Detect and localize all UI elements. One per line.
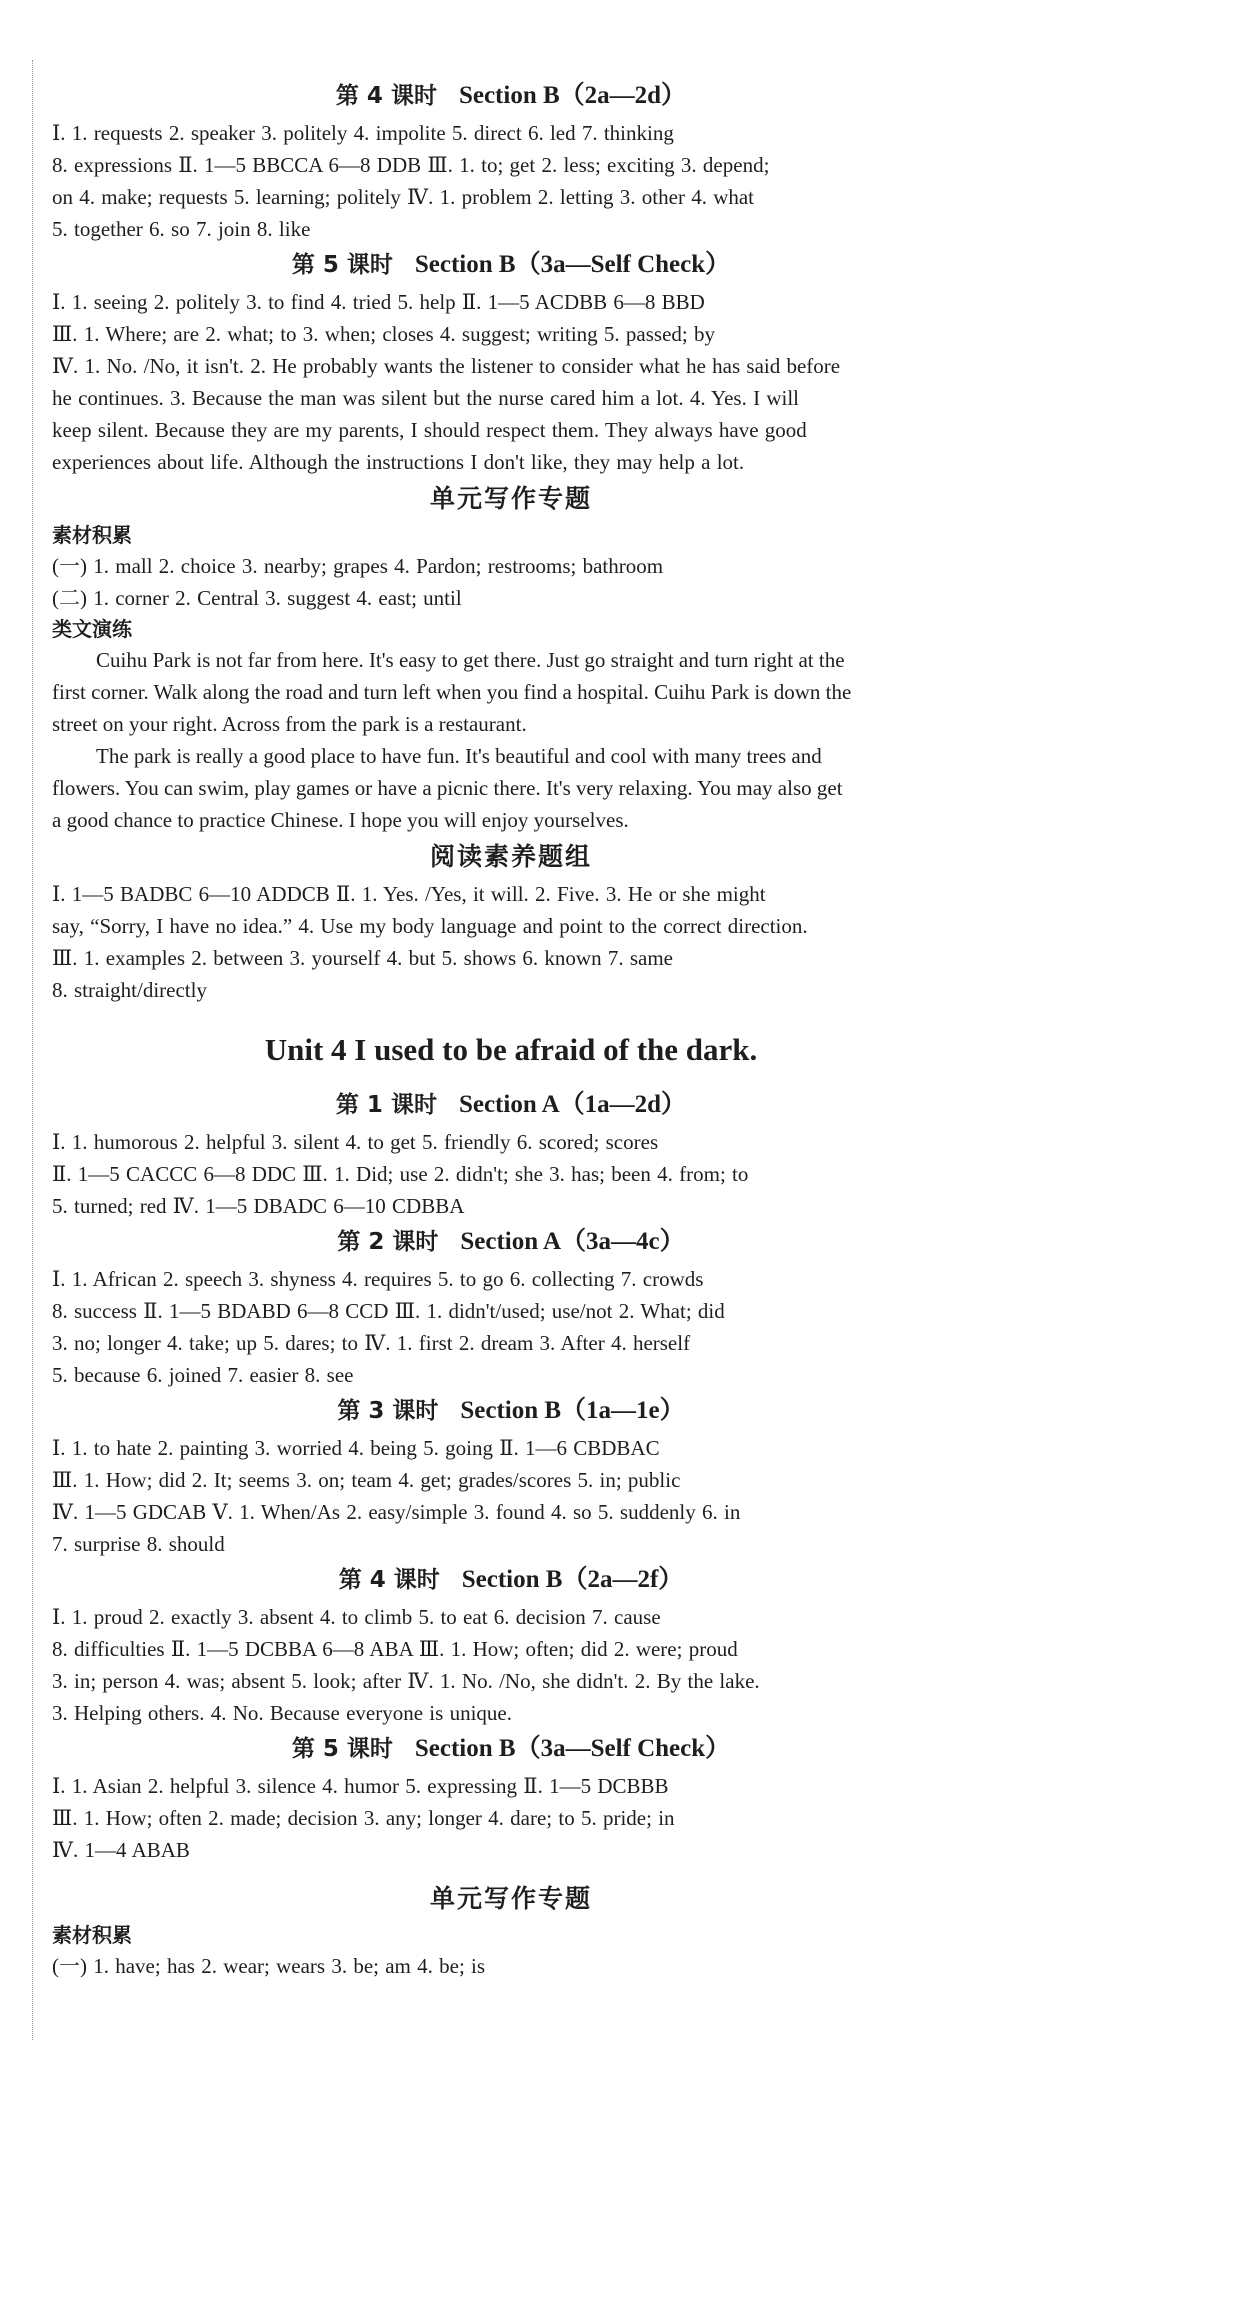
writing-topic-heading: 单元写作专题 — [429, 484, 592, 513]
answer-line: 5. turned; red Ⅳ. 1—5 DBADC 6—10 CDBBA — [52, 1194, 465, 1218]
answer-line: Ⅳ. 1—4 ABAB — [52, 1838, 190, 1862]
lesson-number: 第 5 课时 — [291, 252, 393, 278]
answer-line: he continues. 3. Because the man was silent but the nurse cared him a lot. 4. Yes. I will — [52, 386, 800, 410]
answer-line: Ⅳ. 1. No. /No, it isn't. 2. He probably wants the listener to consider what he has said before — [52, 354, 841, 378]
section-title: Section B（3a—Self Check） — [414, 251, 731, 278]
answer-line: (一) 1. mall 2. choice 3. nearby; grapes 4. Pardon; restrooms; bathroom — [52, 554, 664, 578]
answer-line: on 4. make; requests 5. learning; politely Ⅳ. 1. problem 2. letting 3. other 4. what — [52, 185, 755, 209]
binding-margin-line — [32, 60, 33, 2040]
page-content — [52, 76, 970, 1982]
lesson-number: 第 5 课时 — [291, 1736, 393, 1762]
section-heading — [52, 1223, 970, 1261]
answer-line: keep silent. Because they are my parents, I should respect them. They always have good — [52, 418, 807, 442]
answer-line: Ⅱ. 1—5 CACCC 6—8 DDC Ⅲ. 1. Did; use 2. didn't; she 3. has; been 4. from; to — [52, 1162, 749, 1186]
section-title: Section A（3a—4c） — [460, 1228, 685, 1255]
essay-paragraph-line: first corner. Walk along the road and turn left when you find a hospital. Cuihu Park is down the — [52, 680, 852, 704]
answer-line: 8. difficulties Ⅱ. 1—5 DCBBA 6—8 ABA Ⅲ. 1. How; often; did 2. were; proud — [52, 1637, 738, 1661]
answer-line: Ⅲ. 1. How; did 2. It; seems 3. on; team 4. get; grades/scores 5. in; public — [52, 1468, 681, 1492]
answer-line: Ⅰ. 1. humorous 2. helpful 3. silent 4. to get 5. friendly 6. scored; scores — [52, 1130, 659, 1154]
answer-line: 8. straight/directly — [52, 978, 207, 1002]
answer-line: 3. Helping others. 4. No. Because everyone is unique. — [52, 1701, 512, 1725]
essay-paragraph-line: a good chance to practice Chinese. I hope you will enjoy yourselves. — [52, 808, 629, 832]
answer-line: Ⅳ. 1—5 GDCAB Ⅴ. 1. When/As 2. easy/simple 3. found 4. so 5. suddenly 6. in — [52, 1500, 741, 1524]
material-label: 素材积累 — [52, 1923, 132, 1947]
writing-topic-heading: 单元写作专题 — [429, 1884, 592, 1913]
answer-line: Ⅰ. 1. Asian 2. helpful 3. silence 4. humor 5. expressing Ⅱ. 1—5 DCBBB — [52, 1774, 669, 1798]
answer-line: 8. expressions Ⅱ. 1—5 BBCCA 6—8 DDB Ⅲ. 1. to; get 2. less; exciting 3. depend; — [52, 153, 770, 177]
essay-paragraph-line: Cuihu Park is not far from here. It's easy to get there. Just go straight and turn right at the — [96, 648, 845, 672]
essay-paragraph-line: flowers. You can swim, play games or have a picnic there. It's very relaxing. You may also get — [52, 776, 843, 800]
practice-label: 类文演练 — [52, 617, 132, 641]
answer-line: say, “Sorry, I have no idea.” 4. Use my body language and point to the correct direction. — [52, 914, 808, 938]
answer-line: Ⅰ. 1. requests 2. speaker 3. politely 4. impolite 5. direct 6. led 7. thinking — [52, 121, 674, 145]
answer-line: Ⅲ. 1. Where; are 2. what; to 3. when; closes 4. suggest; writing 5. passed; by — [52, 322, 715, 346]
answer-line: 8. success Ⅱ. 1—5 BDABD 6—8 CCD Ⅲ. 1. didn't/used; use/not 2. What; did — [52, 1299, 725, 1323]
section-title: Section B（3a—Self Check） — [414, 1735, 731, 1762]
essay-paragraph-line: The park is really a good place to have fun. It's beautiful and cool with many trees and — [96, 744, 822, 768]
unit-title: Unit 4 I used to be afraid of the dark. — [264, 1032, 758, 1067]
lesson-number: 第 2 课时 — [337, 1229, 439, 1255]
section-heading — [52, 1561, 970, 1599]
material-label: 素材积累 — [52, 523, 132, 547]
essay-paragraph-line: street on your right. Across from the park is a restaurant. — [52, 712, 527, 736]
answer-line: (一) 1. have; has 2. wear; wears 3. be; am 4. be; is — [52, 1954, 486, 1978]
lesson-number: 第 3 课时 — [337, 1398, 439, 1424]
lesson-number: 第 4 课时 — [335, 83, 437, 109]
section-heading — [52, 1730, 970, 1768]
answer-line: Ⅰ. 1. proud 2. exactly 3. absent 4. to climb 5. to eat 6. decision 7. cause — [52, 1605, 661, 1629]
section-heading — [52, 77, 970, 115]
section-heading — [52, 246, 970, 284]
answer-line: experiences about life. Although the instructions I don't like, they may help a lot. — [52, 450, 745, 474]
section-title: Section A（1a—2d） — [458, 1091, 687, 1118]
lesson-number: 第 4 课时 — [338, 1567, 440, 1593]
section-title: Section B（2a—2d） — [458, 82, 687, 109]
answer-line: Ⅰ. 1. to hate 2. painting 3. worried 4. being 5. going Ⅱ. 1—6 CBDBAC — [52, 1436, 660, 1460]
answer-line: 5. because 6. joined 7. easier 8. see — [52, 1363, 354, 1387]
section-title: Section B（2a—2f） — [461, 1566, 684, 1593]
answer-line: Ⅰ. 1. African 2. speech 3. shyness 4. requires 5. to go 6. collecting 7. crowds — [52, 1267, 704, 1291]
reading-group-heading: 阅读素养题组 — [429, 842, 592, 871]
answer-line: Ⅰ. 1. seeing 2. politely 3. to find 4. tried 5. help Ⅱ. 1—5 ACDBB 6—8 BBD — [52, 290, 705, 314]
answer-line: 3. in; person 4. was; absent 5. look; after Ⅳ. 1. No. /No, she didn't. 2. By the lake. — [52, 1669, 760, 1693]
answer-line: (二) 1. corner 2. Central 3. suggest 4. east; until — [52, 586, 462, 610]
answer-line: Ⅲ. 1. examples 2. between 3. yourself 4. but 5. shows 6. known 7. same — [52, 946, 673, 970]
section-title: Section B（1a—1e） — [460, 1397, 685, 1424]
lesson-number: 第 1 课时 — [335, 1092, 437, 1118]
answer-line: Ⅲ. 1. How; often 2. made; decision 3. any; longer 4. dare; to 5. pride; in — [52, 1806, 675, 1830]
answer-line: 3. no; longer 4. take; up 5. dares; to Ⅳ. 1. first 2. dream 3. After 4. herself — [52, 1331, 691, 1355]
answer-line: 7. surprise 8. should — [52, 1532, 225, 1556]
section-heading — [52, 1086, 970, 1124]
answer-line: Ⅰ. 1—5 BADBC 6—10 ADDCB Ⅱ. 1. Yes. /Yes, it will. 2. Five. 3. He or she might — [52, 882, 766, 906]
section-heading — [52, 1392, 970, 1430]
answer-line: 5. together 6. so 7. join 8. like — [52, 217, 311, 241]
